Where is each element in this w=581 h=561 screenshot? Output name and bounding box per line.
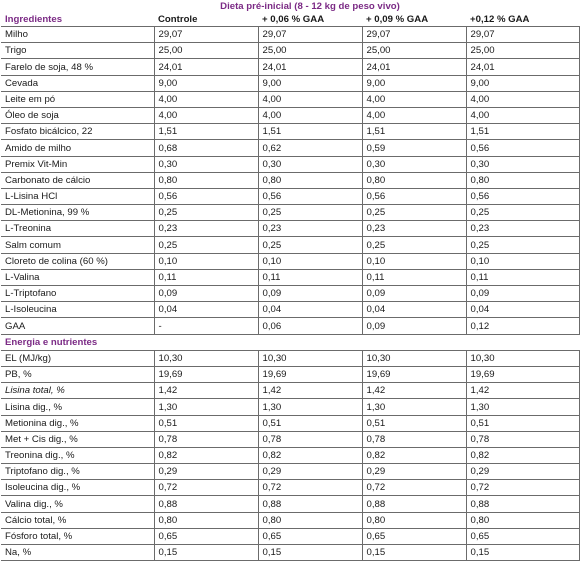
table-cell: 0,25: [154, 237, 258, 253]
table-cell: 0,30: [154, 156, 258, 172]
table-row: [1, 172, 579, 188]
table-cell: 19,69: [466, 366, 579, 382]
row-label: Salm comum: [1, 237, 154, 253]
table-cell: 1,51: [258, 124, 362, 140]
table-cell: 24,01: [258, 59, 362, 75]
table-cell: 0,04: [362, 302, 466, 318]
table-cell: 1,30: [258, 399, 362, 415]
row-label: Amido de milho: [1, 140, 154, 156]
table-cell: 0,78: [258, 431, 362, 447]
row-label: Cálcio total, %: [1, 512, 154, 528]
table-cell: 0,72: [258, 480, 362, 496]
table-cell: 1,42: [258, 383, 362, 399]
table-cell: 0,56: [362, 188, 466, 204]
table-title: Dieta pré-inicial (8 - 12 kg de peso vivo): [220, 1, 400, 12]
title-spacer-right: [466, 1, 579, 12]
table-cell: 19,69: [258, 366, 362, 382]
table-cell: 29,07: [466, 27, 579, 43]
table-row: [1, 59, 579, 75]
row-label: Lisina total, %: [1, 383, 154, 399]
table-cell: 0,15: [466, 545, 579, 561]
table-cell: 0,78: [466, 431, 579, 447]
row-label: L-Triptofano: [1, 286, 154, 302]
row-label: Premix Vit-Min: [1, 156, 154, 172]
table-cell: 0,25: [258, 205, 362, 221]
table-cell: 9,00: [362, 75, 466, 91]
table-cell: 0,04: [258, 302, 362, 318]
row-label: Fósforo total, %: [1, 528, 154, 544]
table-cell: 19,69: [362, 366, 466, 382]
table-cell: -: [154, 318, 258, 334]
table-cell: 0,25: [466, 237, 579, 253]
table-cell: 0,29: [362, 464, 466, 480]
table-cell: 24,01: [362, 59, 466, 75]
table-row: [1, 140, 579, 156]
table-cell: 10,30: [466, 350, 579, 366]
title-row: [1, 1, 579, 12]
table-cell: 0,23: [362, 221, 466, 237]
title-spacer: [1, 1, 154, 12]
table-row: [1, 528, 579, 544]
row-label: Metionina dig., %: [1, 415, 154, 431]
table-row: [1, 156, 579, 172]
table-cell: 29,07: [154, 27, 258, 43]
table-cell: 0,80: [258, 172, 362, 188]
table-cell: 0,12: [466, 318, 579, 334]
table-cell: 1,42: [466, 383, 579, 399]
table-cell: 0,25: [258, 237, 362, 253]
row-label: EL (MJ/kg): [1, 350, 154, 366]
table-cell: 4,00: [154, 107, 258, 123]
table-cell: 1,30: [362, 399, 466, 415]
table-cell: 0,65: [258, 528, 362, 544]
corner-label: Ingredientes: [1, 12, 154, 27]
table-cell: 4,00: [466, 91, 579, 107]
table-cell: 0,11: [258, 269, 362, 285]
table-cell: 0,23: [466, 221, 579, 237]
table-body: [1, 1, 579, 561]
row-label: Treonina dig., %: [1, 447, 154, 463]
table-cell: 0,65: [154, 528, 258, 544]
table-cell: 25,00: [362, 43, 466, 59]
table-cell: 0,25: [362, 205, 466, 221]
row-label: PB, %: [1, 366, 154, 382]
column-header-row: [1, 12, 579, 27]
row-label: Carbonato de cálcio: [1, 172, 154, 188]
table-cell: 9,00: [154, 75, 258, 91]
table-cell: 1,51: [154, 124, 258, 140]
row-label: Isoleucina dig., %: [1, 480, 154, 496]
table-cell: 0,09: [362, 286, 466, 302]
table-cell: 0,15: [362, 545, 466, 561]
table-row: [1, 302, 579, 318]
table-cell: 0,51: [154, 415, 258, 431]
table-cell: 4,00: [154, 91, 258, 107]
table-cell: 1,30: [154, 399, 258, 415]
table-row: [1, 107, 579, 123]
table-cell: 25,00: [466, 43, 579, 59]
table-cell: 0,30: [362, 156, 466, 172]
row-label: Cevada: [1, 75, 154, 91]
table-cell: 0,80: [466, 512, 579, 528]
table-cell: 0,09: [258, 286, 362, 302]
table-cell: 0,10: [154, 253, 258, 269]
table-cell: 0,04: [154, 302, 258, 318]
row-label: Trigo: [1, 43, 154, 59]
table-cell: 0,80: [258, 512, 362, 528]
table-cell: 1,51: [466, 124, 579, 140]
table-row: [1, 383, 579, 399]
row-label: GAA: [1, 318, 154, 334]
table-row: [1, 221, 579, 237]
table-row: [1, 480, 579, 496]
table-cell: 0,29: [466, 464, 579, 480]
table-cell: 25,00: [258, 43, 362, 59]
table-row: [1, 188, 579, 204]
table-row: [1, 253, 579, 269]
row-label: Milho: [1, 27, 154, 43]
table-cell: 29,07: [258, 27, 362, 43]
row-label: L-Valina: [1, 269, 154, 285]
table-cell: 24,01: [466, 59, 579, 75]
table-cell: 4,00: [258, 91, 362, 107]
row-label: Óleo de soja: [1, 107, 154, 123]
table-cell: 0,30: [466, 156, 579, 172]
table-row: [1, 447, 579, 463]
table-cell: 0,15: [154, 545, 258, 561]
table-cell: 0,56: [466, 140, 579, 156]
table-cell: 19,69: [154, 366, 258, 382]
table-cell: 0,23: [258, 221, 362, 237]
table-row: [1, 43, 579, 59]
table-row: [1, 415, 579, 431]
row-label: DL-Metionina, 99 %: [1, 205, 154, 221]
table-row: [1, 91, 579, 107]
column-header: Controle: [154, 12, 258, 27]
table-cell: 10,30: [258, 350, 362, 366]
table-cell: 0,82: [258, 447, 362, 463]
column-header: + 0,09 % GAA: [362, 12, 466, 27]
table-cell: 0,88: [466, 496, 579, 512]
table-cell: 0,72: [466, 480, 579, 496]
table-cell: 0,23: [154, 221, 258, 237]
table-cell: 0,72: [154, 480, 258, 496]
table-cell: 0,11: [466, 269, 579, 285]
column-header: +0,12 % GAA: [466, 12, 579, 27]
table-cell: 0,59: [362, 140, 466, 156]
row-label: Valina dig., %: [1, 496, 154, 512]
table-cell: 0,11: [362, 269, 466, 285]
table-cell: 9,00: [258, 75, 362, 91]
table-cell: 4,00: [466, 107, 579, 123]
table-row: [1, 205, 579, 221]
table-cell: 0,72: [362, 480, 466, 496]
table-row: [1, 512, 579, 528]
table-cell: 0,82: [362, 447, 466, 463]
table-cell: 0,78: [154, 431, 258, 447]
table-cell: 0,82: [466, 447, 579, 463]
row-label: L-Treonina: [1, 221, 154, 237]
table-cell: 1,42: [154, 383, 258, 399]
table-cell: 0,25: [466, 205, 579, 221]
table-cell: 1,42: [362, 383, 466, 399]
table-cell: 0,04: [466, 302, 579, 318]
table-row: [1, 350, 579, 366]
table-cell: 0,88: [258, 496, 362, 512]
table-cell: 10,30: [154, 350, 258, 366]
table-cell: 4,00: [258, 107, 362, 123]
table-cell: 0,30: [258, 156, 362, 172]
diet-composition-table: [1, 1, 580, 561]
row-label: Farelo de soja, 48 %: [1, 59, 154, 75]
table-cell: 0,78: [362, 431, 466, 447]
row-label: Triptofano dig., %: [1, 464, 154, 480]
table-cell: 0,80: [154, 172, 258, 188]
table-row: [1, 27, 579, 43]
table-cell: 0,65: [466, 528, 579, 544]
table-cell: 4,00: [362, 107, 466, 123]
table-cell: 9,00: [466, 75, 579, 91]
table-row: [1, 431, 579, 447]
table-row: [1, 286, 579, 302]
table-cell: 0,62: [258, 140, 362, 156]
table-row: [1, 124, 579, 140]
table-cell: 24,01: [154, 59, 258, 75]
table-cell: 0,09: [362, 318, 466, 334]
table-cell: 0,09: [154, 286, 258, 302]
section-label: Energia e nutrientes: [1, 334, 579, 350]
table-cell: 0,56: [466, 188, 579, 204]
table-row: [1, 269, 579, 285]
row-label: Na, %: [1, 545, 154, 561]
table-cell: 0,56: [258, 188, 362, 204]
table-row: [1, 399, 579, 415]
column-header: + 0,06 % GAA: [258, 12, 362, 27]
table-cell: 0,25: [362, 237, 466, 253]
row-label: Leite em pó: [1, 91, 154, 107]
table-cell: 0,11: [154, 269, 258, 285]
table-cell: 0,29: [154, 464, 258, 480]
row-label: Lisina dig., %: [1, 399, 154, 415]
table-cell: 0,80: [362, 512, 466, 528]
table-cell: 10,30: [362, 350, 466, 366]
table-cell: 0,80: [466, 172, 579, 188]
table-cell: 0,56: [154, 188, 258, 204]
row-label: L-Isoleucina: [1, 302, 154, 318]
table-row: [1, 496, 579, 512]
table-cell: 0,10: [466, 253, 579, 269]
table-cell: 0,88: [362, 496, 466, 512]
table-cell: 0,80: [154, 512, 258, 528]
table-cell: 1,51: [362, 124, 466, 140]
table-cell: 4,00: [362, 91, 466, 107]
table-cell: 0,65: [362, 528, 466, 544]
table-cell: 0,82: [154, 447, 258, 463]
table-cell: 0,10: [362, 253, 466, 269]
row-label: L-Lisina HCl: [1, 188, 154, 204]
table-cell: 0,09: [466, 286, 579, 302]
row-label: Cloreto de colina (60 %): [1, 253, 154, 269]
table-row: [1, 75, 579, 91]
table-cell: 29,07: [362, 27, 466, 43]
table-cell: 0,06: [258, 318, 362, 334]
row-label: Fosfato bicálcico, 22: [1, 124, 154, 140]
table-cell: 0,29: [258, 464, 362, 480]
table-cell: 0,88: [154, 496, 258, 512]
table-cell: 0,80: [362, 172, 466, 188]
table-cell: 0,51: [466, 415, 579, 431]
table-row: [1, 464, 579, 480]
section-header-row: [1, 334, 579, 350]
table-row: [1, 318, 579, 334]
table-cell: 1,30: [466, 399, 579, 415]
diet-composition-document: [1, 1, 579, 559]
table-cell: 0,51: [258, 415, 362, 431]
table-cell: 0,51: [362, 415, 466, 431]
table-row: [1, 237, 579, 253]
table-cell: 0,68: [154, 140, 258, 156]
row-label: Met + Cis dig., %: [1, 431, 154, 447]
table-cell: 0,10: [258, 253, 362, 269]
table-row: [1, 366, 579, 382]
table-cell: 0,25: [154, 205, 258, 221]
table-cell: 25,00: [154, 43, 258, 59]
table-cell: 0,15: [258, 545, 362, 561]
